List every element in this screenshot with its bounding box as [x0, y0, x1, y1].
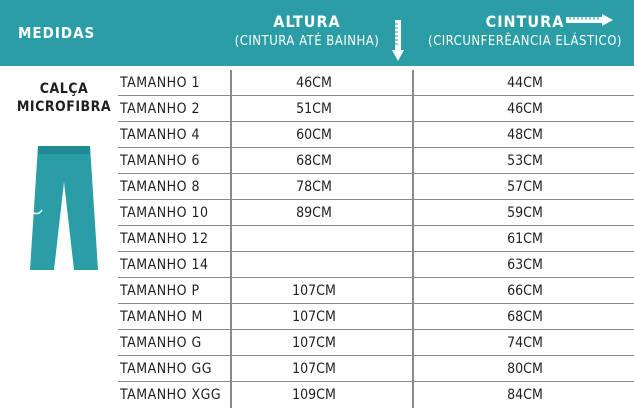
size-cell: TAMANHO 8 [120, 179, 201, 195]
size-cell: TAMANHO G [120, 335, 202, 351]
altura-cell: 107CM [292, 361, 336, 377]
product-name-line2: MICROFIBRA [16, 99, 112, 115]
cintura-cell: 61CM [507, 231, 543, 247]
tape-measure-down-icon [392, 20, 404, 62]
altura-cell: 46CM [296, 75, 332, 91]
cintura-cell: 48CM [507, 127, 543, 143]
altura-cell: 107CM [292, 283, 336, 299]
product-name [16, 80, 112, 116]
altura-cell: 107CM [292, 309, 336, 325]
cintura-cell: 44CM [507, 75, 543, 91]
cintura-cell: 68CM [507, 309, 543, 325]
altura-cell: 89CM [296, 205, 332, 221]
cintura-cell: 46CM [507, 101, 543, 117]
header-cintura-subtitle: (CIRCUNFERÊANCIA ELÁSTICO) [428, 34, 622, 49]
table-row [118, 122, 634, 148]
table-row [118, 148, 634, 174]
table-row [118, 70, 634, 96]
size-cell: TAMANHO GG [120, 361, 213, 377]
cintura-cell: 53CM [507, 153, 543, 169]
altura-cell: 109CM [292, 387, 336, 403]
size-cell: TAMANHO 10 [120, 205, 209, 221]
table-row [118, 226, 634, 252]
cintura-cell: 57CM [507, 179, 543, 195]
table-row [118, 382, 634, 408]
size-cell: TAMANHO 12 [120, 231, 209, 247]
table-row [118, 278, 634, 304]
cintura-cell: 59CM [507, 205, 543, 221]
altura-cell: 107CM [292, 335, 336, 351]
table-row [118, 200, 634, 226]
table-row [118, 356, 634, 382]
size-table [118, 70, 634, 408]
header-altura [232, 12, 382, 52]
altura-cell: 78CM [296, 179, 332, 195]
table-row [118, 252, 634, 278]
size-cell: TAMANHO M [120, 309, 203, 325]
tape-measure-right-icon [566, 14, 614, 26]
header-cintura-title: CINTURA [485, 12, 565, 31]
header-altura-subtitle: (CINTURA ATÉ BAINHA) [234, 34, 380, 49]
cintura-cell: 74CM [507, 335, 543, 351]
cintura-cell: 63CM [507, 257, 543, 273]
size-cell: TAMANHO 14 [120, 257, 209, 273]
altura-cell: 51CM [296, 101, 332, 117]
size-cell: TAMANHO 2 [120, 101, 201, 117]
size-cell: TAMANHO 4 [120, 127, 201, 143]
header-altura-title: ALTURA [273, 12, 341, 31]
table-row [118, 304, 634, 330]
header-medidas: MEDIDAS [18, 24, 96, 42]
cintura-cell: 80CM [507, 361, 543, 377]
size-cell: TAMANHO XGG [120, 387, 222, 403]
cintura-cell: 84CM [507, 387, 543, 403]
pants-icon [24, 142, 104, 274]
product-name-line1: CALÇA [39, 81, 89, 97]
table-row [118, 330, 634, 356]
altura-cell: 68CM [296, 153, 332, 169]
cintura-cell: 66CM [507, 283, 543, 299]
size-cell: TAMANHO 6 [120, 153, 201, 169]
table-row [118, 96, 634, 122]
size-cell: TAMANHO P [120, 283, 200, 299]
altura-cell: 60CM [296, 127, 332, 143]
table-row [118, 174, 634, 200]
table-header [0, 0, 634, 66]
size-cell: TAMANHO 1 [120, 75, 201, 91]
